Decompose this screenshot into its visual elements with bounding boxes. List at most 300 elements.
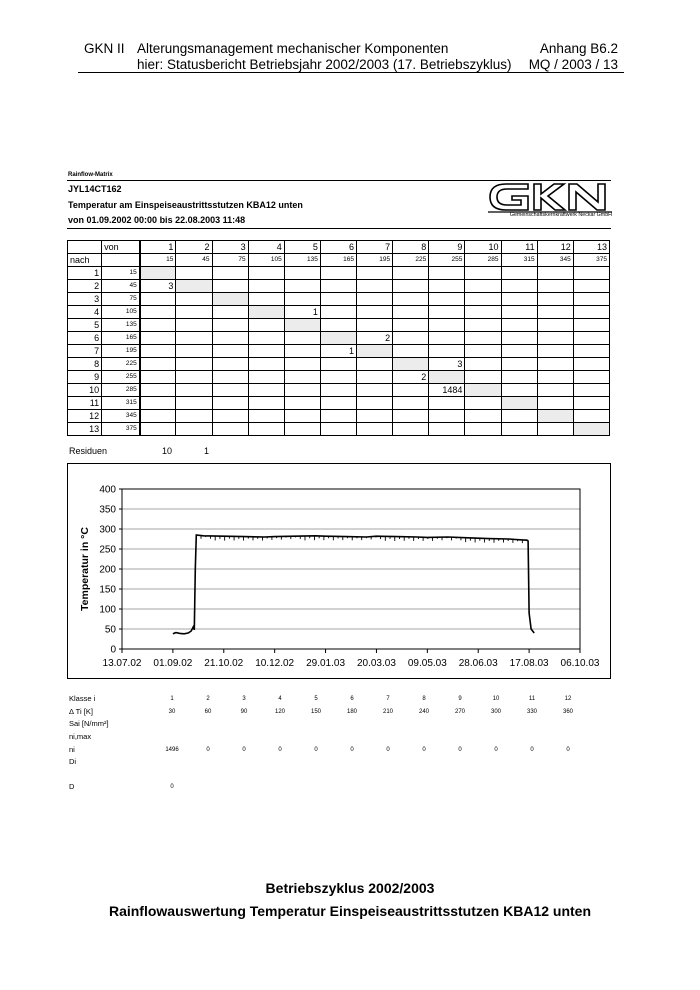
matrix-cell [140,319,176,332]
matrix-col-value: 345 [537,254,573,267]
matrix-cell [357,410,393,423]
x-tick-label: 10.12.02 [255,658,295,669]
matrix-cell [357,371,393,384]
matrix-cell [573,397,609,410]
matrix-cell [357,306,393,319]
y-tick-label: 250 [99,544,116,556]
matrix-cell [357,319,393,332]
matrix-cell [320,293,356,306]
report-period: von 01.09.2002 00:00 bis 22.08.2003 11:48 [68,215,246,225]
matrix-nach-label: nach [68,254,102,267]
matrix-cell [176,384,212,397]
matrix-cell [248,384,284,397]
matrix-col-index: 6 [320,241,356,254]
matrix-col-index: 12 [537,241,573,254]
matrix-cell [573,345,609,358]
matrix-cell [140,306,176,319]
header-title-line2: hier: Statusbericht Betriebsjahr 2002/2003 (17. Betriebszyklus) [137,57,512,72]
delta-ti-value: 240 [418,709,429,715]
matrix-cell [393,332,429,345]
matrix-cell: 1 [320,345,356,358]
header-title-line1: Alterungsmanagement mechanischer Komponenten [137,41,449,56]
matrix-cell [284,371,320,384]
y-tick-label: 50 [104,624,116,636]
matrix-cell [429,293,465,306]
matrix-cell [212,384,248,397]
matrix-col-index: 4 [248,241,284,254]
matrix-row [68,410,610,423]
ni-value: 0 [530,747,534,753]
matrix-cell [501,371,537,384]
matrix-cell [393,345,429,358]
matrix-cell [573,306,609,319]
matrix-row-value: 15 [102,267,140,280]
matrix-cell [573,371,609,384]
matrix-row-value: 165 [102,332,140,345]
matrix-cell [501,293,537,306]
matrix-cell [284,397,320,410]
matrix-cell [465,267,501,280]
matrix-cell [176,345,212,358]
delta-ti-value: 150 [310,709,321,715]
matrix-cell [537,423,573,436]
x-tick-label: 17.08.03 [509,658,549,669]
klasse-value: 11 [528,696,536,702]
matrix-col-index: 9 [429,241,465,254]
ni-value: 0 [278,747,282,753]
matrix-cell: 2 [357,332,393,345]
matrix-cell [429,319,465,332]
matrix-cell [176,423,212,436]
matrix-cell [248,280,284,293]
matrix-cell [212,280,248,293]
matrix-cell [573,384,609,397]
matrix-cell [357,397,393,410]
matrix-cell [429,371,465,384]
matrix-von-label: von [102,241,140,254]
matrix-cell [284,345,320,358]
matrix-cell [176,371,212,384]
report-small-title: Rainflow-Matrix [68,172,113,178]
matrix-row-index: 4 [68,306,102,319]
matrix-cell [212,332,248,345]
matrix-cell [501,345,537,358]
matrix-cell [212,358,248,371]
matrix-cell [320,267,356,280]
matrix-cell [537,267,573,280]
matrix-cell [284,410,320,423]
matrix-cell [573,410,609,423]
matrix-cell [320,371,356,384]
delta-ti-value: 210 [382,709,393,715]
matrix-cell [248,423,284,436]
matrix-cell [284,358,320,371]
matrix-row [68,306,610,319]
matrix-spacer [102,254,140,267]
matrix-cell [537,319,573,332]
nimax-label: ni,max [69,732,92,741]
matrix-cell [357,293,393,306]
matrix-col-index: 2 [176,241,212,254]
y-tick-label: 0 [110,644,116,656]
matrix-col-value: 315 [501,254,537,267]
delta-ti-label: Δ Ti [K] [69,707,93,716]
matrix-col-value: 375 [573,254,609,267]
matrix-cell [176,332,212,345]
y-tick-label: 350 [99,504,116,516]
gkn-logo [488,181,612,223]
matrix-cell [429,397,465,410]
matrix-cell [357,358,393,371]
di-label: Di [69,757,77,766]
matrix-col-index: 5 [284,241,320,254]
klasse-value: 4 [278,696,282,702]
matrix-row-value: 345 [102,410,140,423]
matrix-cell [537,332,573,345]
matrix-row-index: 7 [68,345,102,358]
x-tick-label: 06.10.03 [560,658,600,669]
matrix-col-index: 13 [573,241,609,254]
matrix-cell [212,319,248,332]
matrix-cell [357,384,393,397]
ni-value: 0 [314,747,318,753]
footer-title-line1: Betriebszyklus 2002/2003 [265,880,435,896]
matrix-cell [501,267,537,280]
matrix-cell [248,319,284,332]
ni-value: 0 [206,747,210,753]
matrix-row [68,293,610,306]
matrix-cell [320,423,356,436]
footer-title-line2: Rainflowauswertung Temperatur Einspeiseaustrittsstutzen KBA12 unten [108,903,592,919]
delta-ti-value: 120 [274,709,285,715]
delta-ti-value: 60 [204,709,212,715]
matrix-cell [393,306,429,319]
klasse-value: 3 [242,696,246,702]
matrix-row [68,319,610,332]
x-tick-label: 28.06.03 [458,658,498,669]
klasse-value: 6 [350,696,354,702]
matrix-cell [501,358,537,371]
matrix-cell [320,397,356,410]
matrix-values-row [68,254,610,267]
matrix-cell [465,358,501,371]
report-description: Temperatur am Einspeiseaustrittsstutzen KBA12 unten [68,200,303,210]
matrix-cell [320,384,356,397]
y-tick-label: 200 [99,564,116,576]
matrix-cell [465,319,501,332]
klasse-value: 5 [314,696,318,702]
matrix-cell [284,293,320,306]
matrix-cell [393,293,429,306]
matrix-col-value: 195 [357,254,393,267]
matrix-row-value: 45 [102,280,140,293]
temperature-series-line [173,535,534,634]
x-tick-label: 01.09.02 [153,658,193,669]
matrix-cell [248,410,284,423]
matrix-cell [465,345,501,358]
matrix-cell [501,397,537,410]
matrix-cell [140,423,176,436]
matrix-cell [212,293,248,306]
x-tick-label: 21.10.02 [204,658,244,669]
matrix-cell [320,410,356,423]
matrix-cell [248,345,284,358]
matrix-cell [212,345,248,358]
delta-ti-value: 90 [240,709,248,715]
matrix-cell [248,358,284,371]
matrix-cell [537,345,573,358]
matrix-row-value: 285 [102,384,140,397]
matrix-cell [501,410,537,423]
ni-value: 0 [458,747,462,753]
matrix-cell [140,332,176,345]
matrix-col-value: 45 [176,254,212,267]
matrix-cell [465,293,501,306]
matrix-cell [429,306,465,319]
matrix-cell [212,423,248,436]
klasse-value: 8 [422,696,426,702]
residuen-value-1: 10 [162,446,173,456]
klasse-value: 1 [170,696,174,702]
matrix-cell [176,293,212,306]
matrix-col-value: 105 [248,254,284,267]
matrix-cell [501,332,537,345]
matrix-cell [320,358,356,371]
matrix-col-value: 135 [284,254,320,267]
matrix-cell [465,371,501,384]
sai-label: Sai [N/mm²] [69,719,109,728]
matrix-cell [393,319,429,332]
matrix-col-index: 11 [501,241,537,254]
title-rule-bottom [67,228,611,229]
matrix-row [68,280,610,293]
matrix-cell [465,332,501,345]
matrix-cell [537,397,573,410]
matrix-row-value: 135 [102,319,140,332]
matrix-cell [429,345,465,358]
matrix-cell [248,293,284,306]
matrix-cell [393,410,429,423]
matrix-col-value: 75 [212,254,248,267]
matrix-cell [176,267,212,280]
ni-label: ni [69,745,75,754]
matrix-cell [176,358,212,371]
matrix-cell [393,280,429,293]
matrix-cell [284,384,320,397]
matrix-row-value: 105 [102,306,140,319]
ni-value: 0 [422,747,426,753]
matrix-row-value: 315 [102,397,140,410]
matrix-col-index: 1 [140,241,176,254]
matrix-row-index: 12 [68,410,102,423]
matrix-row-index: 10 [68,384,102,397]
matrix-row-value: 75 [102,293,140,306]
matrix-cell [573,358,609,371]
matrix-cell [573,293,609,306]
matrix-cell [248,267,284,280]
matrix-cell: 3 [429,358,465,371]
matrix-cell [176,410,212,423]
matrix-cell [357,345,393,358]
matrix-cell [465,423,501,436]
matrix-cell [284,280,320,293]
matrix-cell [465,280,501,293]
matrix-col-value: 285 [465,254,501,267]
matrix-cell [284,332,320,345]
temperature-chart [67,463,611,679]
matrix-row-value: 195 [102,345,140,358]
matrix-cell [320,332,356,345]
matrix-cell [320,306,356,319]
report-id: JYL14CT162 [68,184,122,194]
matrix-col-value: 255 [429,254,465,267]
matrix-cell [140,384,176,397]
matrix-cell [465,384,501,397]
matrix-row-index: 8 [68,358,102,371]
matrix-cell [501,319,537,332]
x-tick-label: 09.05.03 [407,658,447,669]
matrix-col-value: 15 [140,254,176,267]
matrix-row-index: 9 [68,371,102,384]
matrix-row-index: 5 [68,319,102,332]
matrix-cell [393,267,429,280]
matrix-cell [501,306,537,319]
delta-ti-value: 330 [526,709,537,715]
matrix-cell [537,371,573,384]
matrix-cell [537,358,573,371]
matrix-cell [320,319,356,332]
matrix-cell [465,410,501,423]
matrix-cell [248,306,284,319]
matrix-col-value: 165 [320,254,356,267]
matrix-cell [501,280,537,293]
ni-value: 0 [494,747,498,753]
matrix-cell [284,267,320,280]
matrix-cell [393,423,429,436]
klasse-label: Klasse i [69,694,96,703]
matrix-cell [176,306,212,319]
delta-ti-value: 270 [454,709,465,715]
matrix-cell [573,332,609,345]
x-tick-label: 20.03.03 [356,658,396,669]
matrix-row-index: 2 [68,280,102,293]
y-tick-label: 100 [99,604,116,616]
matrix-col-index: 8 [393,241,429,254]
matrix-cell [176,280,212,293]
matrix-col-value: 225 [393,254,429,267]
matrix-row [68,384,610,397]
matrix-row [68,397,610,410]
matrix-cell [429,280,465,293]
matrix-cell [212,306,248,319]
matrix-cell [537,384,573,397]
matrix-cell [357,280,393,293]
delta-ti-value: 300 [490,709,501,715]
matrix-cell: 2 [393,371,429,384]
residuen-label: Residuen [69,446,108,456]
matrix-cell [537,293,573,306]
matrix-cell [537,280,573,293]
matrix-cell [429,423,465,436]
matrix-row-value: 375 [102,423,140,436]
matrix-col-index: 10 [465,241,501,254]
matrix-cell [573,267,609,280]
matrix-corner [68,241,102,254]
x-tick-label: 29.01.03 [306,658,346,669]
d-label: D [69,782,75,791]
matrix-cell [140,345,176,358]
ni-value: 0 [386,747,390,753]
matrix-cell: 1 [284,306,320,319]
matrix-cell [140,371,176,384]
matrix-cell [573,319,609,332]
matrix-cell [393,358,429,371]
matrix-cell [393,384,429,397]
header-code: GKN II [84,41,125,56]
matrix-cell [284,319,320,332]
matrix-row [68,332,610,345]
matrix-row-index: 6 [68,332,102,345]
matrix-cell [176,319,212,332]
matrix-cell [537,410,573,423]
logo-subtitle: Gemeinschaftskernkraftwerk Neckar GmbH [509,212,612,218]
klasse-value: 2 [206,696,210,702]
matrix-cell [357,267,393,280]
klasse-value: 7 [386,696,390,702]
matrix-cell [248,332,284,345]
y-tick-label: 300 [99,524,116,536]
matrix-cell [212,397,248,410]
ni-value: 0 [350,747,354,753]
d-value: 0 [170,784,174,790]
matrix-cell [429,267,465,280]
matrix-cell [140,410,176,423]
klasse-value: 9 [458,696,462,702]
matrix-cell [284,423,320,436]
rainflow-matrix [67,240,610,436]
matrix-cell [176,397,212,410]
matrix-cell [393,397,429,410]
matrix-cell [429,332,465,345]
residuen-value-2: 1 [204,446,210,456]
matrix-header-row [68,241,610,254]
matrix-cell [429,410,465,423]
matrix-cell: 3 [140,280,176,293]
matrix-row [68,371,610,384]
matrix-cell [357,423,393,436]
matrix-row [68,267,610,280]
matrix-cell [537,306,573,319]
matrix-cell [465,306,501,319]
delta-ti-value: 30 [168,709,176,715]
y-axis-label: Temperatur in °C [79,527,91,611]
matrix-cell [212,371,248,384]
header-doc-number: MQ / 2003 / 13 [528,57,618,72]
delta-ti-value: 360 [562,709,573,715]
y-tick-label: 150 [99,584,116,596]
ni-value: 0 [566,747,570,753]
matrix-row-index: 3 [68,293,102,306]
matrix-cell [212,410,248,423]
matrix-cell [140,358,176,371]
matrix-cell [573,423,609,436]
matrix-row-index: 11 [68,397,102,410]
matrix-cell [140,267,176,280]
matrix-row-value: 255 [102,371,140,384]
matrix-cell [212,267,248,280]
matrix-row-value: 225 [102,358,140,371]
klasse-value: 10 [492,696,500,702]
